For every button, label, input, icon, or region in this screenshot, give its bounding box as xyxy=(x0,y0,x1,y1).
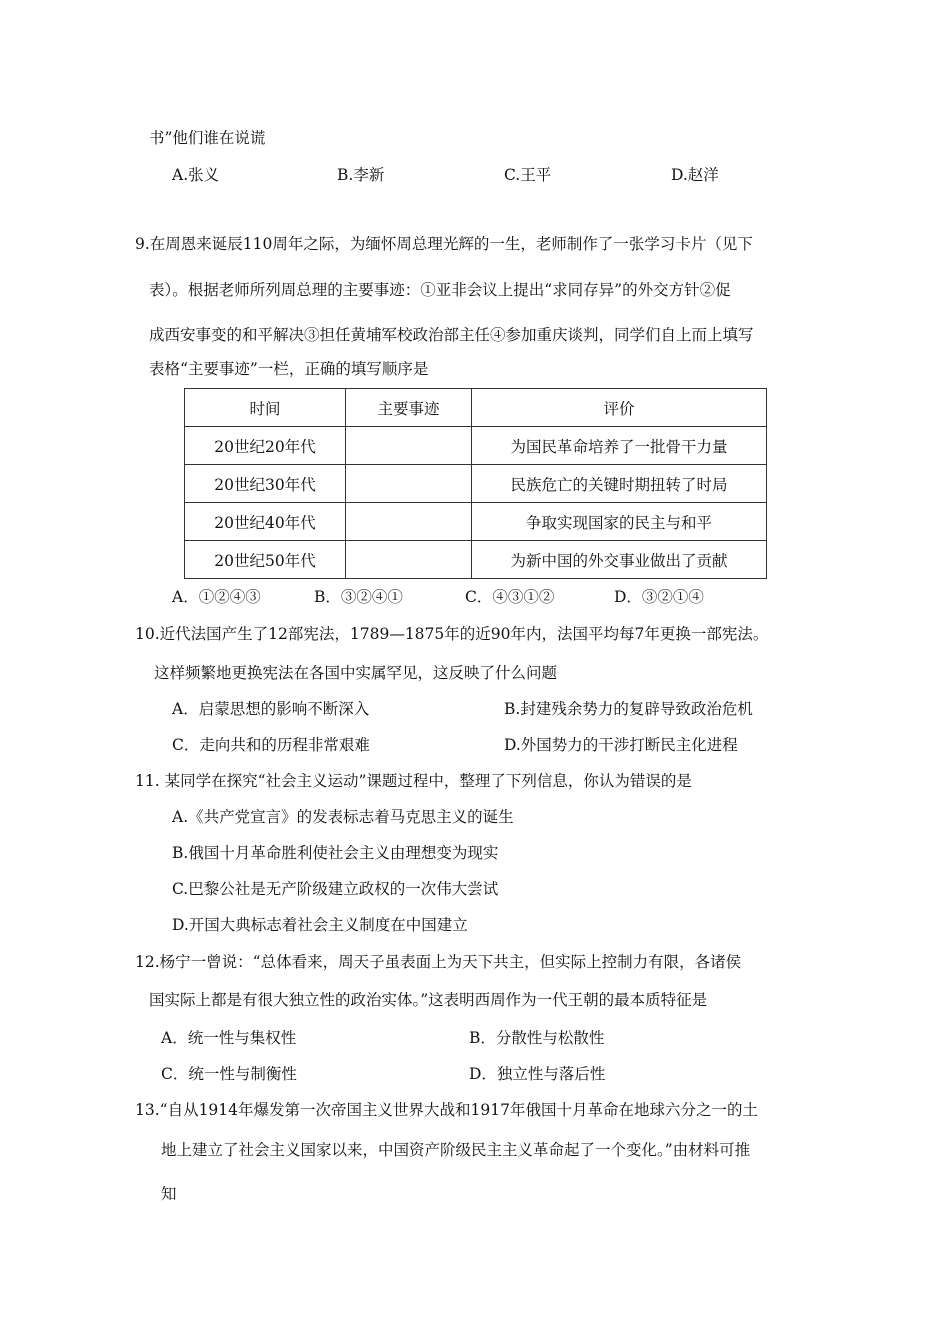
q11-line-1: 11. 某同学在探究“社会主义运动”课题过程中，整理了下列信息，你认为错误的是 xyxy=(135,772,692,790)
q8-tail: 书”他们谁在说谎 xyxy=(149,129,266,147)
q10-line-2: 这样频繁地更换宪法在各国中实属罕见，这反映了什么问题 xyxy=(154,664,558,682)
q11-option-b: B.俄国十月革命胜利使社会主义由理想变为现实 xyxy=(172,844,499,862)
q9-line-3: 成西安事变的和平解决③担任黄埔军校政治部主任④参加重庆谈判，同学们自上而上填写 xyxy=(149,326,754,344)
q8-option-b: B.李新 xyxy=(337,166,385,184)
q9-option-d: D．③②①④ xyxy=(614,588,704,606)
q12-option-b: B．分散性与松散性 xyxy=(469,1029,605,1047)
table-header: 主要事迹 xyxy=(346,389,472,427)
q12-line-2: 国实际上都是有很大独立性的政治实体。”这表明西周作为一代王朝的最本质特征是 xyxy=(149,991,708,1009)
q8-option-d: D.赵洋 xyxy=(671,166,719,184)
table-row xyxy=(185,503,767,541)
q12-line-1: 12.杨宁一曾说：“总体看来，周天子虽表面上为天下共主，但实际上控制力有限，各诸侯 xyxy=(135,953,742,971)
table-cell-deed xyxy=(346,503,472,541)
table-cell-evaluation: 争取实现国家的民主与和平 xyxy=(472,503,767,541)
table-row xyxy=(185,465,767,503)
q9-option-b: B．③②④① xyxy=(314,588,403,606)
table-cell-evaluation: 民族危亡的关键时期扭转了时局 xyxy=(472,465,767,503)
q10-option-c: C．走向共和的历程非常艰难 xyxy=(172,736,370,754)
table-cell-deed xyxy=(346,541,472,579)
table-cell-time: 20世纪40年代 xyxy=(185,503,346,541)
table-cell-deed xyxy=(346,427,472,465)
q9-option-c: C．④③①② xyxy=(465,588,555,606)
q10-option-d: D.外国势力的干涉打断民主化进程 xyxy=(504,736,738,754)
table-header: 时间 xyxy=(185,389,346,427)
table-cell-time: 20世纪20年代 xyxy=(185,427,346,465)
table-cell-evaluation: 为国民革命培养了一批骨干力量 xyxy=(472,427,767,465)
q8-option-a: A.张义 xyxy=(172,166,220,184)
q12-option-d: D．独立性与落后性 xyxy=(469,1065,606,1083)
table-cell-evaluation: 为新中国的外交事业做出了贡献 xyxy=(472,541,767,579)
table-header: 评价 xyxy=(472,389,767,427)
q11-option-a: A.《共产党宣言》的发表标志着马克思主义的诞生 xyxy=(172,808,514,826)
study-card-table xyxy=(184,388,767,579)
q9-line-1: 9.在周恩来诞辰110周年之际，为缅怀周总理光辉的一生，老师制作了一张学习卡片（见下 xyxy=(135,235,753,253)
table-cell-deed xyxy=(346,465,472,503)
q13-line-1: 13.“自从1914年爆发第一次帝国主义世界大战和1917年俄国十月革命在地球六分之一的土 xyxy=(135,1101,758,1119)
q9-line-2: 表）。根据老师所列周总理的主要事迹：①亚非会议上提出“求同存异”的外交方针②促 xyxy=(149,281,731,299)
q12-option-a: A．统一性与集权性 xyxy=(161,1029,297,1047)
table-header-row xyxy=(185,389,767,427)
q11-option-c: C.巴黎公社是无产阶级建立政权的一次伟大尝试 xyxy=(172,880,499,898)
table-row xyxy=(185,541,767,579)
q13-line-3: 知 xyxy=(161,1185,177,1203)
q10-option-a: A．启蒙思想的影响不断深入 xyxy=(172,700,370,718)
q9-line-4: 表格“主要事迹”一栏，正确的填写顺序是 xyxy=(149,360,429,378)
q9-option-a: A．①②④③ xyxy=(172,588,261,606)
q11-option-d: D.开国大典标志着社会主义制度在中国建立 xyxy=(172,916,468,934)
q10-option-b: B.封建残余势力的复辟导致政治危机 xyxy=(504,700,753,718)
q12-option-c: C．统一性与制衡性 xyxy=(161,1065,297,1083)
q10-line-1: 10.近代法国产生了12部宪法，1789—1875年的近90年内，法国平均每7年更换一部宪法。 xyxy=(135,625,769,643)
q8-option-c: C.王平 xyxy=(504,166,552,184)
table-cell-time: 20世纪30年代 xyxy=(185,465,346,503)
table-cell-time: 20世纪50年代 xyxy=(185,541,346,579)
q13-line-2: 地上建立了社会主义国家以来，中国资产阶级民主主义革命起了一个变化。”由材料可推 xyxy=(161,1141,751,1159)
table-row xyxy=(185,427,767,465)
